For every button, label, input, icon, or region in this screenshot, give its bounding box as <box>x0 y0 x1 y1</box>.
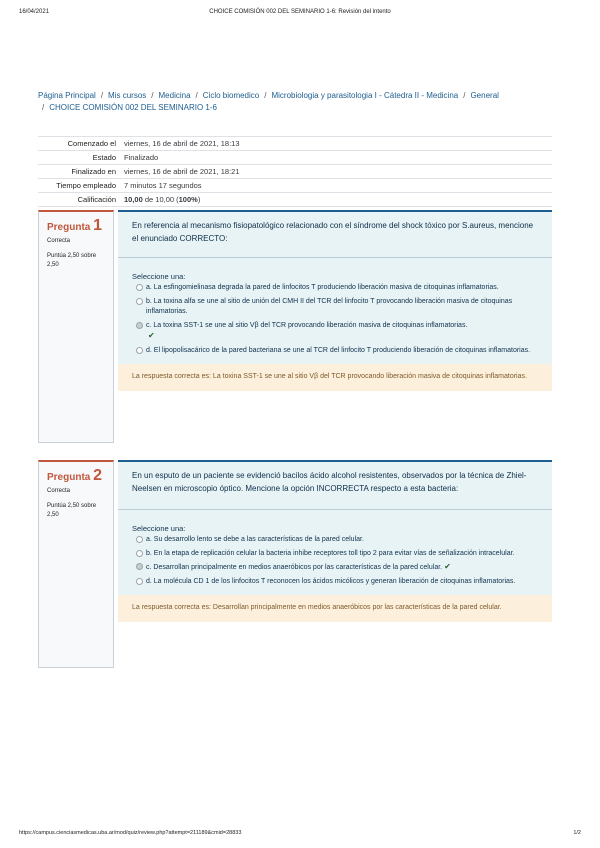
breadcrumb-general[interactable]: General <box>470 91 499 100</box>
question-no: 2 <box>93 467 103 484</box>
answer-option[interactable] <box>132 549 540 560</box>
radio-button-checked[interactable] <box>136 563 143 570</box>
summary-value: Finalizado <box>124 153 159 162</box>
breadcrumb-separator: / <box>195 91 198 100</box>
print-header <box>19 9 581 19</box>
summary-row <box>38 179 552 193</box>
grade-close: ) <box>197 195 201 204</box>
correct-check-icon: ✔ <box>148 331 155 340</box>
radio-button[interactable] <box>136 284 143 291</box>
summary-label: Estado <box>92 153 116 162</box>
question-grade: Puntúa 2,50 sobre 2,50 <box>47 503 97 518</box>
summary-label: Finalizado en <box>71 167 116 176</box>
radio-button-checked[interactable] <box>136 322 143 329</box>
question-grade: Puntúa 2,50 sobre 2,50 <box>47 253 97 268</box>
print-page-number: 1/2 <box>573 830 581 836</box>
summary-label: Tiempo empleado <box>56 181 116 190</box>
answer-options <box>132 535 540 587</box>
option-text: d. La molécula CD 1 de los linfocitos T reconocen los ácidos micólicos y generan liberación de citoquinas inflamatorias. <box>146 577 516 585</box>
answer-option-selected[interactable] <box>132 562 540 574</box>
breadcrumb-ciclo[interactable]: Ciclo biomedico <box>202 91 260 100</box>
breadcrumb-separator: / <box>264 91 267 100</box>
print-footer <box>19 830 581 840</box>
breadcrumb-separator: / <box>100 91 104 100</box>
attempt-summary-table <box>38 136 552 207</box>
option-text: a. Su desarrollo lento se debe a las características de la pared celular. <box>146 536 364 543</box>
option-text: b. En la etapa de replicación celular la bacteria inhibe receptores toll tipo 2 para evitar vías de señalización intracelular. <box>146 549 515 557</box>
answer-option[interactable] <box>132 535 540 546</box>
breadcrumb <box>38 90 558 114</box>
breadcrumb-medicina[interactable]: Medicina <box>158 91 191 100</box>
answer-options <box>132 283 540 356</box>
question-number <box>47 217 113 235</box>
summary-value: viernes, 16 de abril de 2021, 18:13 <box>124 139 240 148</box>
question-info <box>38 210 114 443</box>
question-content <box>118 460 552 622</box>
right-answer: La respuesta correcta es: La toxina SST-1 se une al sitio Vβ del TCR provocando liberación masiva de citoquinas inflamatorias. <box>132 373 527 380</box>
grade-rest: de 10,00 ( <box>142 195 179 204</box>
summary-row <box>38 165 552 179</box>
answer-option-selected[interactable] <box>132 321 540 343</box>
question-label: Pregunta <box>47 472 91 483</box>
breadcrumb-separator: / <box>42 103 45 112</box>
question-content <box>118 210 552 391</box>
answer-option[interactable] <box>132 346 540 357</box>
right-answer: La respuesta correcta es: Desarrollan principalmente en medios anaeróbicos por las características de la pared celular. <box>132 604 502 611</box>
radio-button[interactable] <box>136 550 143 557</box>
question-no: 1 <box>93 217 103 234</box>
summary-label: Comenzado el <box>67 139 116 148</box>
grade-value <box>120 193 552 207</box>
question-feedback <box>118 595 552 622</box>
question-formulation <box>118 210 552 364</box>
breadcrumb-separator: / <box>151 91 154 100</box>
question-text: En un esputo de un paciente se evidenció bacilos ácido alcohol resistentes, observados por la técnica de Zhiel-Neelsen en microscopio óptico. Mencione la opción INCORRECTA respecto a esta bacteria: <box>132 471 527 493</box>
radio-button[interactable] <box>136 298 143 305</box>
breadcrumb-course[interactable]: Microbiologia y parasitologia I - Cátedra II - Medicina <box>271 91 459 100</box>
answer-option[interactable] <box>132 577 540 588</box>
breadcrumb-my-courses[interactable]: Mis cursos <box>108 91 147 100</box>
grade-percent: 100% <box>178 195 198 204</box>
answer-prompt: Seleccione una: <box>132 524 186 533</box>
summary-value: viernes, 16 de abril de 2021, 18:21 <box>124 167 240 176</box>
option-text: c. Desarrollan principalmente en medios anaeróbicos por las características de la pared celular. <box>146 564 443 571</box>
question-number <box>47 467 113 485</box>
option-text: d. El lipopolisacárico de la pared bacteriana se une al TCR del linfocito T produciendo liberación de citoquinas inflamatorias. <box>146 346 531 354</box>
question-state: Correcta <box>47 488 71 494</box>
answer-prompt: Seleccione una: <box>132 272 186 281</box>
summary-label: Calificación <box>77 195 116 204</box>
print-title: CHOICE COMISIÓN 002 DEL SEMINARIO 1-6: Revisión del intento <box>209 9 391 15</box>
correct-check-icon: ✔ <box>444 562 451 571</box>
print-url: https://campus.cienciasmedicas.uba.ar/mod/quiz/review.php?attempt=211189&cmid=28833 <box>19 830 242 836</box>
question-state: Correcta <box>47 238 71 244</box>
divider <box>118 257 552 258</box>
print-date: 16/04/2021 <box>19 9 50 15</box>
option-text: c. La toxina SST-1 se une al sitio Vβ del TCR provocando liberación masiva de citoquinas inflamatorias. <box>146 321 468 329</box>
answer-option[interactable] <box>132 297 540 318</box>
question-info <box>38 460 114 668</box>
breadcrumb-quiz[interactable]: CHOICE COMISIÓN 002 DEL SEMINARIO 1-6 <box>49 103 217 112</box>
breadcrumb-home[interactable]: Página Principal <box>38 91 96 100</box>
question-label: Pregunta <box>47 222 91 233</box>
summary-value: 7 minutos 17 segundos <box>124 181 202 190</box>
breadcrumb-separator: / <box>463 91 466 100</box>
summary-row <box>38 137 552 151</box>
radio-button[interactable] <box>136 536 143 543</box>
answer-option[interactable] <box>132 283 540 294</box>
summary-row-grade <box>38 193 552 207</box>
question-text: En referencia al mecanismo fisiopatológico relacionado con el síndrome del shock tóxico por S.aureus, mencione el enunciado CORRECTO: <box>132 221 534 243</box>
divider <box>118 509 552 510</box>
grade-score: 10,00 <box>124 195 143 204</box>
summary-row <box>38 151 552 165</box>
question-feedback <box>118 364 552 391</box>
radio-button[interactable] <box>136 578 143 585</box>
radio-button[interactable] <box>136 347 143 354</box>
option-text: b. La toxina alfa se une al sitio de unión del CMH II del TCR del linfocito T provocando liberación masiva de citoquinas inflamatorias. <box>146 297 513 315</box>
option-text: a. La esfingomielinasa degrada la pared de linfocitos T produciendo liberación masiva de citoquinas inflamatorias. <box>146 284 499 291</box>
question-formulation <box>118 460 552 595</box>
